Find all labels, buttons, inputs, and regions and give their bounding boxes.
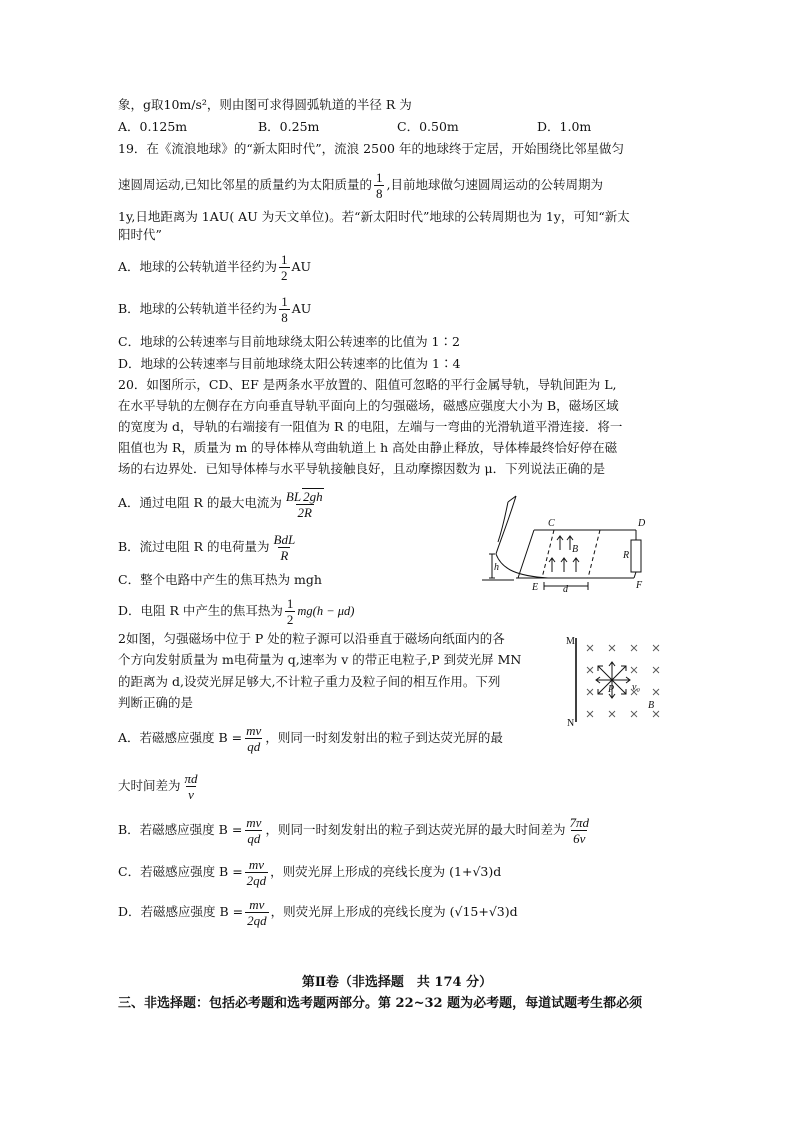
q19-line-3: 1y,日地距离为 1AU( AU 为天文单位)。若“新太阳时代”地球的公转周期也为 1y，可知“新太 [118,209,630,224]
q19-option-d: D．地球的公转速率与目前地球绕太阳公转速率的比值为 1∶4 [118,356,461,371]
label-d: d [563,584,568,595]
q20-line-4: 阻值也为 R，质量为 m 的导体棒从弯曲轨道上 h 高处由静止释放，导体棒最终恰好停在磁 [118,440,618,455]
q19-option-a: A．地球的公转轨道半径约为 $\frac{1}{2}$ AU [118,252,312,283]
label-h: h [494,562,499,573]
part2-instruction: 三、非选择题：包括必考题和选考题两部分。第 22~32 题为必考题，每道试题考生都必须 [118,996,643,1011]
part2-title: 第Ⅱ卷（非选择题 共 174 分） [301,975,493,990]
q19-option-b: B．地球的公转轨道半径约为 $\frac{1}{8}$ AU [118,294,312,325]
label-C: C [548,518,555,529]
field-x-mark [587,645,593,651]
q21-field-figure [562,630,672,730]
q19-line-2a: 速圆周运动,已知比邻星的质量约为太阳质量的 [118,177,372,192]
field-x-mark [631,711,637,717]
field-x-mark [653,689,659,695]
q19-line-1: 19．在《流浪地球》的“新太阳时代”，流浪 2500 年的地球终于定居，开始围绕比邻星做匀 [118,141,624,156]
q21-line-3: 的距离为 d,设荧光屏足够大,不计粒子重力及粒子间的相互作用。下列 [118,674,501,689]
label-R: R [623,550,630,561]
q20-line-2: 在水平导轨的左侧存在方向垂直导轨平面向上的匀强磁场，磁感应强度大小为 B，磁场区域 [118,398,619,413]
q21-option-d: D．若磁感应强度 B = $\frac{mv}{2qd}$ ，则荧光屏上形成的亮线长度为 (√15+√3)d [118,897,518,928]
label-E: E [532,582,539,593]
q20-line-5: 场的右边界处．已知导体棒与水平导轨接触良好，且动摩擦因数为 μ．下列说法正确的是 [118,461,606,476]
q19-option-c: C．地球的公转速率与目前地球绕太阳公转速率的比值为 1∶2 [118,334,460,349]
field-x-mark [653,645,659,651]
q18-line: 象，g取10m/s²，则由图可求得圆弧轨道的半径 R 为 [118,97,412,112]
field-x-mark [609,645,615,651]
label-B: B [572,544,579,555]
q18-option-a: A．0.125m [118,119,188,134]
q21-line-1: 2如图，匀强磁场中位于 P 处的粒子源可以沿垂直于磁场向纸面内的各 [118,631,505,646]
q21-option-b: B．若磁感应强度 B = $\frac{mv}{qd}$ ，则同一时刻发射出的粒子到达荧光屏的最大时间差为 $\frac{7\pi d}{6v}$ [118,815,589,846]
field-x-mark [653,711,659,717]
label-v0: v₀ [632,682,640,693]
label-B: B [648,700,655,711]
q20-rail-figure [478,492,654,596]
field-x-mark [631,667,637,673]
q19-line-4: 阳时代” [118,227,162,242]
field-x-mark [587,711,593,717]
field-x-mark [631,645,637,651]
q19-line-2b: ,目前地球做匀速圆周运动的公转周期为 [386,177,603,192]
label-D: D [638,518,646,529]
q21-option-a: A．若磁感应强度 B = $\frac{mv}{qd}$ ，则同一时刻发射出的粒子到达荧光屏的最 [118,723,503,754]
q18-option-b: B．0.25m [258,119,320,134]
q18-option-d: D．1.0m [537,119,592,134]
q21-line-4: 判断正确的是 [118,695,194,710]
q20-option-b: B．流过电阻 R 的电荷量为 $\frac{\text{BdL}}{R}$ [118,532,296,563]
q19-line-2 [118,168,603,202]
label-N: N [567,718,575,729]
label-F: F [636,580,643,591]
q20-option-d: D．电阻 R 中产生的焦耳热为 $\frac{1}{2}$ mg(h − μd) [118,596,355,627]
q18-option-c: C．0.50m [397,119,459,134]
label-M: M [566,636,575,647]
field-x-mark [653,667,659,673]
q21-option-a-cont: 大时间差为 $\frac{\pi d}{v}$ [118,771,198,802]
q20-option-a: A．通过电阻 R 的最大电流为 $\frac{BL 2gh}{2R}$ [118,488,323,520]
field-x-mark [587,667,593,673]
label-P: P [608,684,615,695]
q19-mass-fraction: $\frac{1}{8}$ [375,170,383,201]
q21-option-c: C．若磁感应强度 B = $\frac{mv}{2qd}$ ，则荧光屏上形成的亮线长度为 (1+√3)d [118,857,502,888]
q20-line-3: 的宽度为 d，导轨的右端接有一阻值为 R 的电阻，左端与一弯曲的光滑轨道平滑连接．将一 [118,419,623,434]
q20-line-1: 20．如图所示，CD、EF 是两条水平放置的、阻值可忽略的平行金属导轨，导轨间距为 L, [118,377,617,392]
q21-line-2: 个方向发射质量为 m电荷量为 q,速率为 v 的带正电粒子,P 到荧光屏 MN [118,652,522,667]
field-x-mark [609,711,615,717]
q20-option-c: C．整个电路中产生的焦耳热为 mgh [118,572,322,587]
field-x-mark [587,689,593,695]
